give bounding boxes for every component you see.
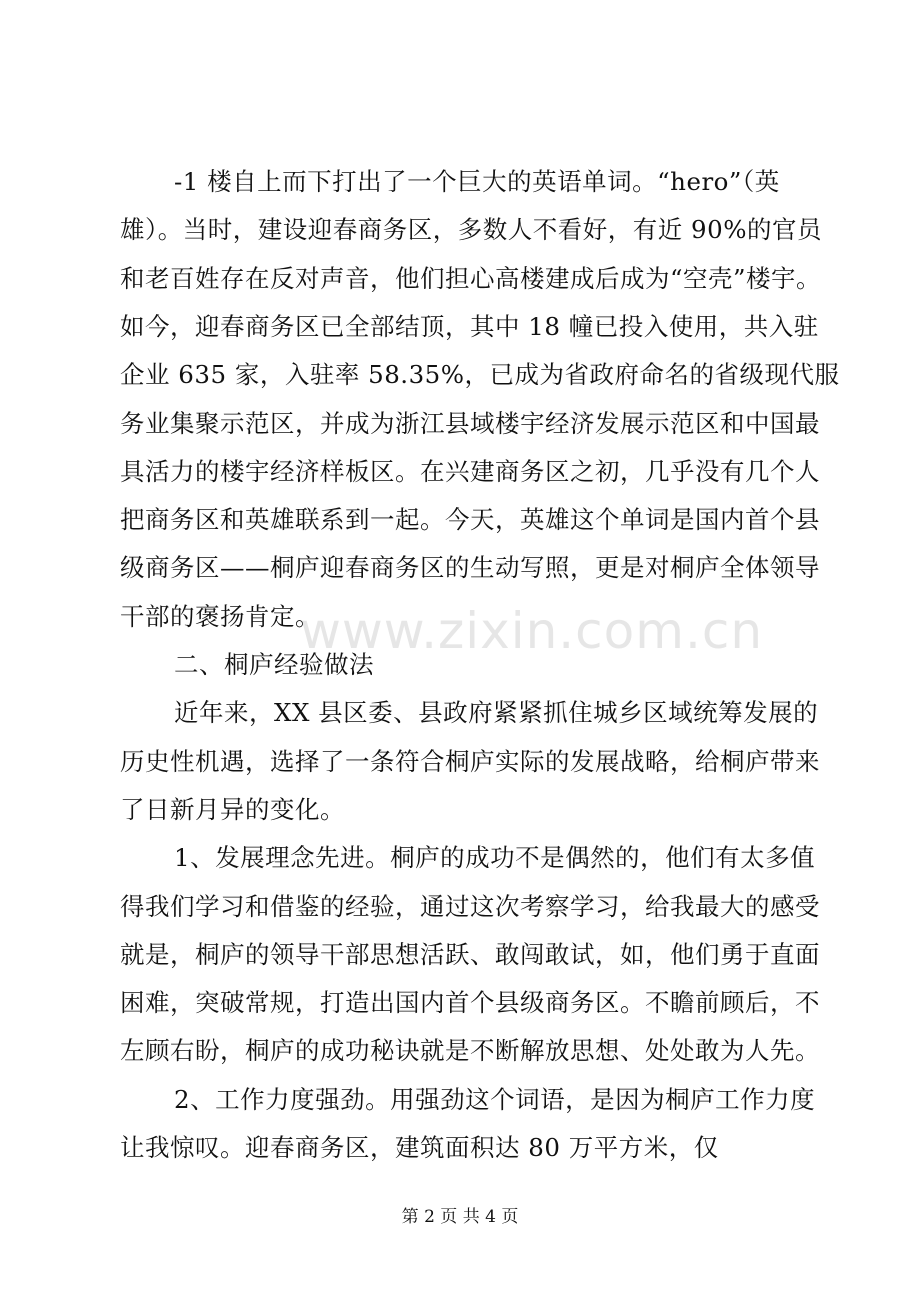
text-line: 和老百姓存在反对声音，他们担心高楼建成后成为“空壳”楼宇。 — [120, 264, 822, 293]
text-line: 历史性机遇，选择了一条符合桐庐实际的发展战略，给桐庐带来 — [120, 747, 820, 776]
text-line: 级商务区——桐庐迎春商务区的生动写照，更是对桐庐全体领导 — [120, 553, 820, 582]
text-line: 干部的褒扬肯定。 — [120, 602, 320, 631]
text-line: 1、发展理念先进。桐庐的成功不是偶然的，他们有太多值 — [174, 843, 816, 872]
text-line: 得我们学习和借鉴的经验，通过这次考察学习，给我最大的感受 — [120, 892, 820, 921]
page-footer: 第 2 页 共 4 页 — [401, 1207, 519, 1227]
text-line: 近年来，XX 县区委、县政府紧紧抓住城乡区域统筹发展的 — [174, 698, 819, 727]
text-line: 左顾右盼，桐庐的成功秘诀就是不断解放思想、处处敢为人先。 — [120, 1036, 820, 1065]
text-line: 务业集聚示范区，并成为浙江县域楼宇经济发展示范区和中国最 — [120, 409, 820, 438]
text-line: 困难，突破常规，打造出国内首个县级商务区。不瞻前顾后，不 — [120, 988, 820, 1017]
text-line: 2、工作力度强劲。用强劲这个词语，是因为桐庐工作力度 — [174, 1085, 816, 1114]
text-line: 如今，迎春商务区已全部结顶，其中 18 幢已投入使用，共入驻 — [120, 312, 819, 341]
text-line: 企业 635 家，入驻率 58.35%，已成为省政府命名的省级现代服 — [120, 360, 840, 389]
section-heading: 二、桐庐经验做法 — [174, 650, 374, 679]
text-line: 就是，桐庐的领导干部思想活跃、敢闯敢试，如，他们勇于直面 — [120, 940, 820, 969]
text-line: 具活力的楼宇经济样板区。在兴建商务区之初，几乎没有几个人 — [120, 457, 820, 486]
text-line: 把商务区和英雄联系到一起。今天，英雄这个单词是国内首个县 — [120, 505, 820, 534]
text-line: 了日新月异的变化。 — [120, 795, 345, 824]
text-line: 雄）。当时，建设迎春商务区，多数人不看好，有近 90%的官员 — [120, 215, 822, 244]
text-line: -1 楼自上而下打出了一个巨大的英语单词。“hero”（英 — [174, 167, 780, 196]
text-line: 让我惊叹。迎春商务区，建筑面积达 80 万平方米，仅 — [120, 1133, 719, 1162]
watermark: www.zixin.com.cn — [300, 602, 764, 660]
